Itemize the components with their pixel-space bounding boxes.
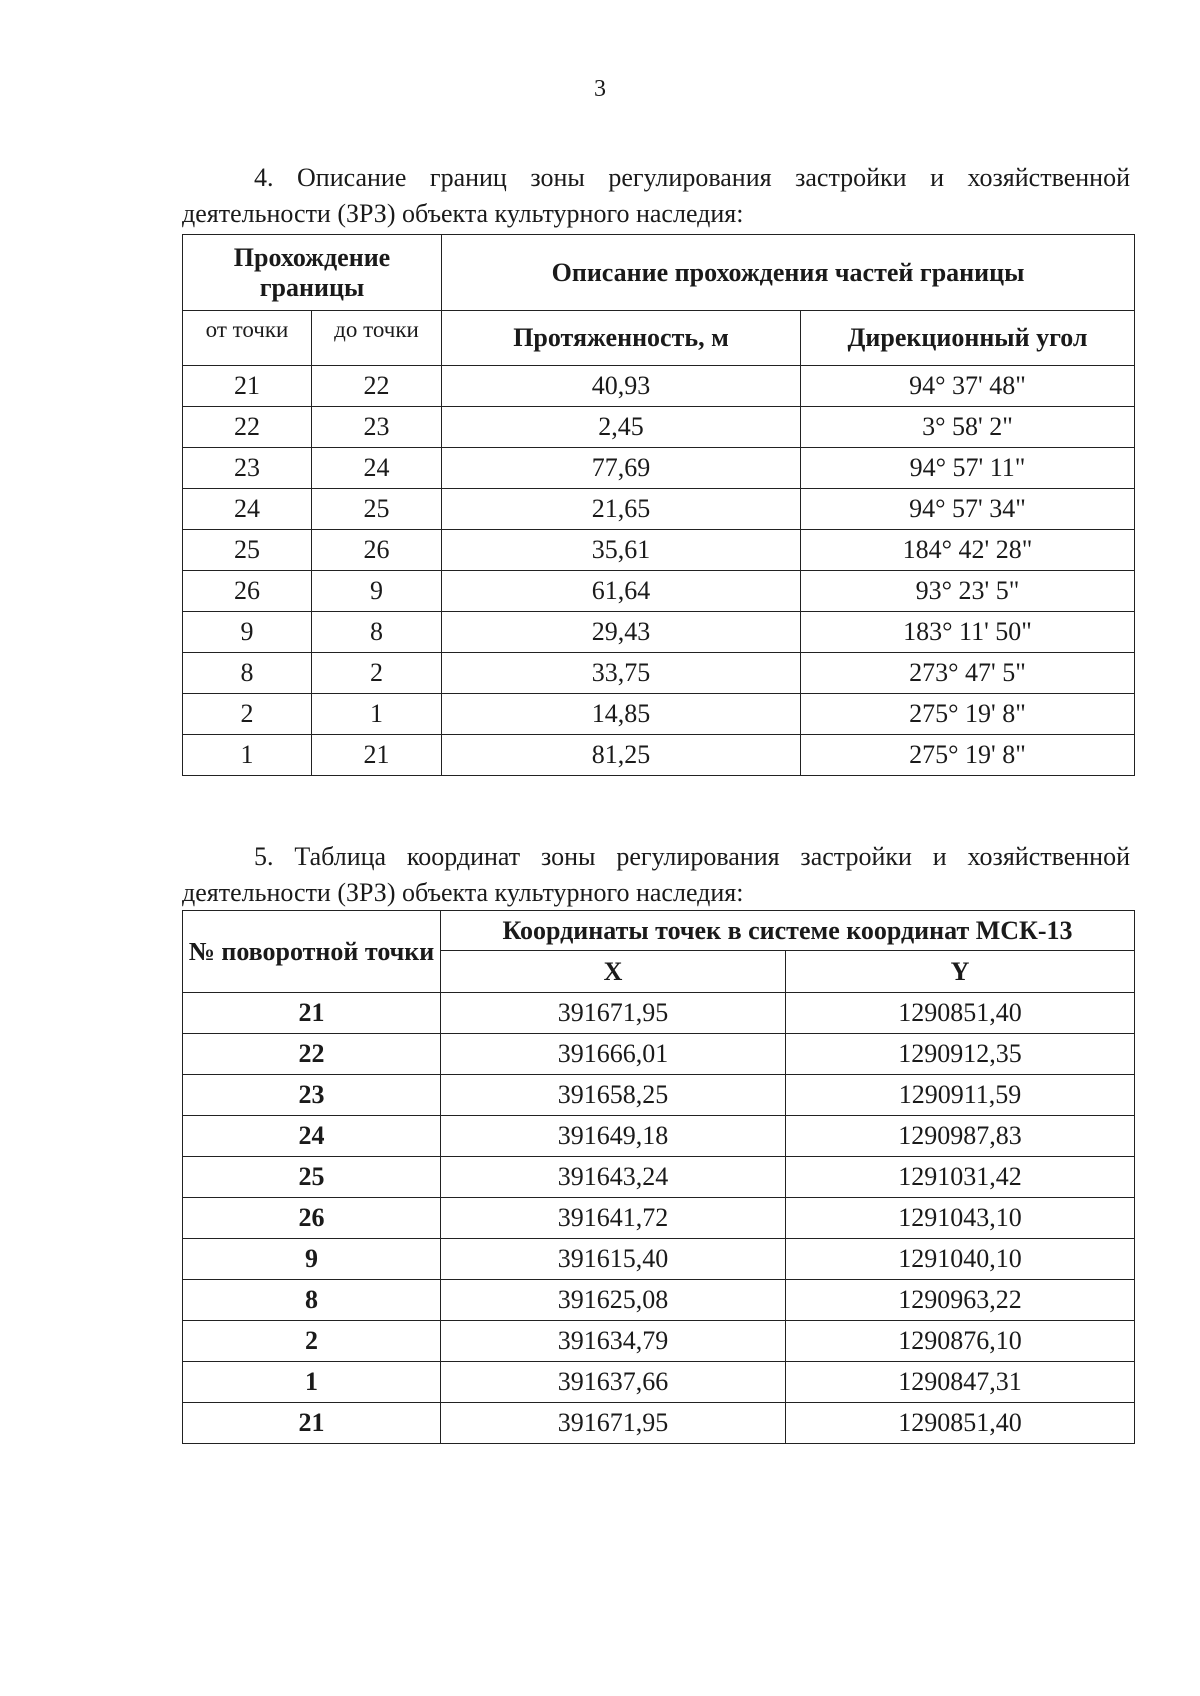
- direction-angle-cell: 94° 37' 48": [801, 366, 1135, 407]
- table-row: [183, 1280, 1135, 1321]
- page-number: 3: [594, 76, 606, 102]
- turning-point-cell: 24: [183, 1116, 441, 1157]
- table-row: [183, 1075, 1135, 1116]
- y-coordinate-cell: 1290851,40: [786, 993, 1135, 1034]
- direction-angle-cell: 273° 47' 5": [801, 653, 1135, 694]
- direction-angle-cell: 93° 23' 5": [801, 571, 1135, 612]
- table-row: [183, 1116, 1135, 1157]
- y-header: Y: [786, 951, 1135, 993]
- section-4-number: 4.: [254, 163, 274, 192]
- direction-angle-cell: 275° 19' 8": [801, 735, 1135, 776]
- table-row: [183, 489, 1135, 530]
- x-coordinate-cell: 391671,95: [441, 993, 786, 1034]
- length-cell: 33,75: [442, 653, 801, 694]
- y-coordinate-cell: 1290911,59: [786, 1075, 1135, 1116]
- length-cell: 35,61: [442, 530, 801, 571]
- turning-point-cell: 9: [183, 1239, 441, 1280]
- length-cell: 14,85: [442, 694, 801, 735]
- from-point-cell: 8: [183, 653, 312, 694]
- length-cell: 21,65: [442, 489, 801, 530]
- to-point-cell: 23: [312, 407, 442, 448]
- to-point-cell: 26: [312, 530, 442, 571]
- y-coordinate-cell: 1291040,10: [786, 1239, 1135, 1280]
- from-point-cell: 21: [183, 366, 312, 407]
- y-coordinate-cell: 1291031,42: [786, 1157, 1135, 1198]
- from-point-cell: 26: [183, 571, 312, 612]
- to-point-cell: 22: [312, 366, 442, 407]
- x-coordinate-cell: 391637,66: [441, 1362, 786, 1403]
- length-cell: 2,45: [442, 407, 801, 448]
- table-row: [183, 366, 1135, 407]
- y-coordinate-cell: 1290912,35: [786, 1034, 1135, 1075]
- y-coordinate-cell: 1290851,40: [786, 1403, 1135, 1444]
- table-row: [183, 1362, 1135, 1403]
- length-cell: 77,69: [442, 448, 801, 489]
- table-row: [183, 1198, 1135, 1239]
- x-coordinate-cell: 391671,95: [441, 1403, 786, 1444]
- turning-point-cell: 21: [183, 993, 441, 1034]
- boundary-parts-header: Описание прохождения частей границы: [442, 235, 1135, 311]
- length-header: Протяженность, м: [442, 311, 801, 366]
- section-5-number: 5.: [254, 842, 274, 871]
- coordinate-system-header: Координаты точек в системе координат МСК-13: [441, 911, 1135, 951]
- from-point-cell: 9: [183, 612, 312, 653]
- length-cell: 81,25: [442, 735, 801, 776]
- from-point-cell: 1: [183, 735, 312, 776]
- y-coordinate-cell: 1291043,10: [786, 1198, 1135, 1239]
- table-row: [183, 653, 1135, 694]
- section-4-paragraph: [182, 160, 1130, 232]
- table-row: [183, 448, 1135, 489]
- to-point-cell: 1: [312, 694, 442, 735]
- section-5-paragraph: [182, 839, 1130, 911]
- table-row: [183, 407, 1135, 448]
- from-point-cell: 22: [183, 407, 312, 448]
- turning-point-cell: 1: [183, 1362, 441, 1403]
- to-point-header: до точки: [312, 311, 442, 366]
- from-point-cell: 2: [183, 694, 312, 735]
- table-row: [183, 1321, 1135, 1362]
- x-coordinate-cell: 391615,40: [441, 1239, 786, 1280]
- from-point-header: от точки: [183, 311, 312, 366]
- direction-angle-cell: 94° 57' 11": [801, 448, 1135, 489]
- table-row: [183, 1239, 1135, 1280]
- direction-angle-cell: 275° 19' 8": [801, 694, 1135, 735]
- turning-point-header: № поворотной точки: [183, 911, 441, 993]
- to-point-cell: 8: [312, 612, 442, 653]
- y-coordinate-cell: 1290847,31: [786, 1362, 1135, 1403]
- from-point-cell: 24: [183, 489, 312, 530]
- x-coordinate-cell: 391634,79: [441, 1321, 786, 1362]
- table-row: [183, 735, 1135, 776]
- x-header: X: [441, 951, 786, 993]
- to-point-cell: 2: [312, 653, 442, 694]
- to-point-cell: 25: [312, 489, 442, 530]
- length-cell: 61,64: [442, 571, 801, 612]
- turning-point-cell: 21: [183, 1403, 441, 1444]
- y-coordinate-cell: 1290876,10: [786, 1321, 1135, 1362]
- from-point-cell: 25: [183, 530, 312, 571]
- boundary-passage-header: Прохождение границы: [183, 235, 442, 311]
- table-row: [183, 1403, 1135, 1444]
- from-point-cell: 23: [183, 448, 312, 489]
- turning-point-cell: 2: [183, 1321, 441, 1362]
- boundary-description-table: [182, 234, 1135, 776]
- section-5-text: Таблица координат зоны регулирования застройки и хозяйственной деятельности (ЗРЗ) объекта культурного наследия:: [182, 842, 1131, 907]
- length-cell: 29,43: [442, 612, 801, 653]
- x-coordinate-cell: 391649,18: [441, 1116, 786, 1157]
- turning-point-cell: 23: [183, 1075, 441, 1116]
- turning-point-cell: 25: [183, 1157, 441, 1198]
- turning-point-cell: 8: [183, 1280, 441, 1321]
- to-point-cell: 24: [312, 448, 442, 489]
- table-row: [183, 1034, 1135, 1075]
- x-coordinate-cell: 391643,24: [441, 1157, 786, 1198]
- direction-angle-cell: 183° 11' 50": [801, 612, 1135, 653]
- coordinates-table: [182, 910, 1135, 1444]
- direction-angle-header: Дирекционный угол: [801, 311, 1135, 366]
- table-row: [183, 694, 1135, 735]
- direction-angle-cell: 94° 57' 34": [801, 489, 1135, 530]
- direction-angle-cell: 184° 42' 28": [801, 530, 1135, 571]
- table-row: [183, 993, 1135, 1034]
- section-4-text: Описание границ зоны регулирования застройки и хозяйственной деятельности (ЗРЗ) объекта культурного наследия:: [182, 163, 1130, 228]
- table-row: [183, 612, 1135, 653]
- turning-point-cell: 26: [183, 1198, 441, 1239]
- table-row: [183, 1157, 1135, 1198]
- to-point-cell: 9: [312, 571, 442, 612]
- turning-point-cell: 22: [183, 1034, 441, 1075]
- x-coordinate-cell: 391666,01: [441, 1034, 786, 1075]
- table-row: [183, 530, 1135, 571]
- x-coordinate-cell: 391641,72: [441, 1198, 786, 1239]
- direction-angle-cell: 3° 58' 2": [801, 407, 1135, 448]
- x-coordinate-cell: 391658,25: [441, 1075, 786, 1116]
- y-coordinate-cell: 1290963,22: [786, 1280, 1135, 1321]
- x-coordinate-cell: 391625,08: [441, 1280, 786, 1321]
- table-row: [183, 571, 1135, 612]
- y-coordinate-cell: 1290987,83: [786, 1116, 1135, 1157]
- to-point-cell: 21: [312, 735, 442, 776]
- length-cell: 40,93: [442, 366, 801, 407]
